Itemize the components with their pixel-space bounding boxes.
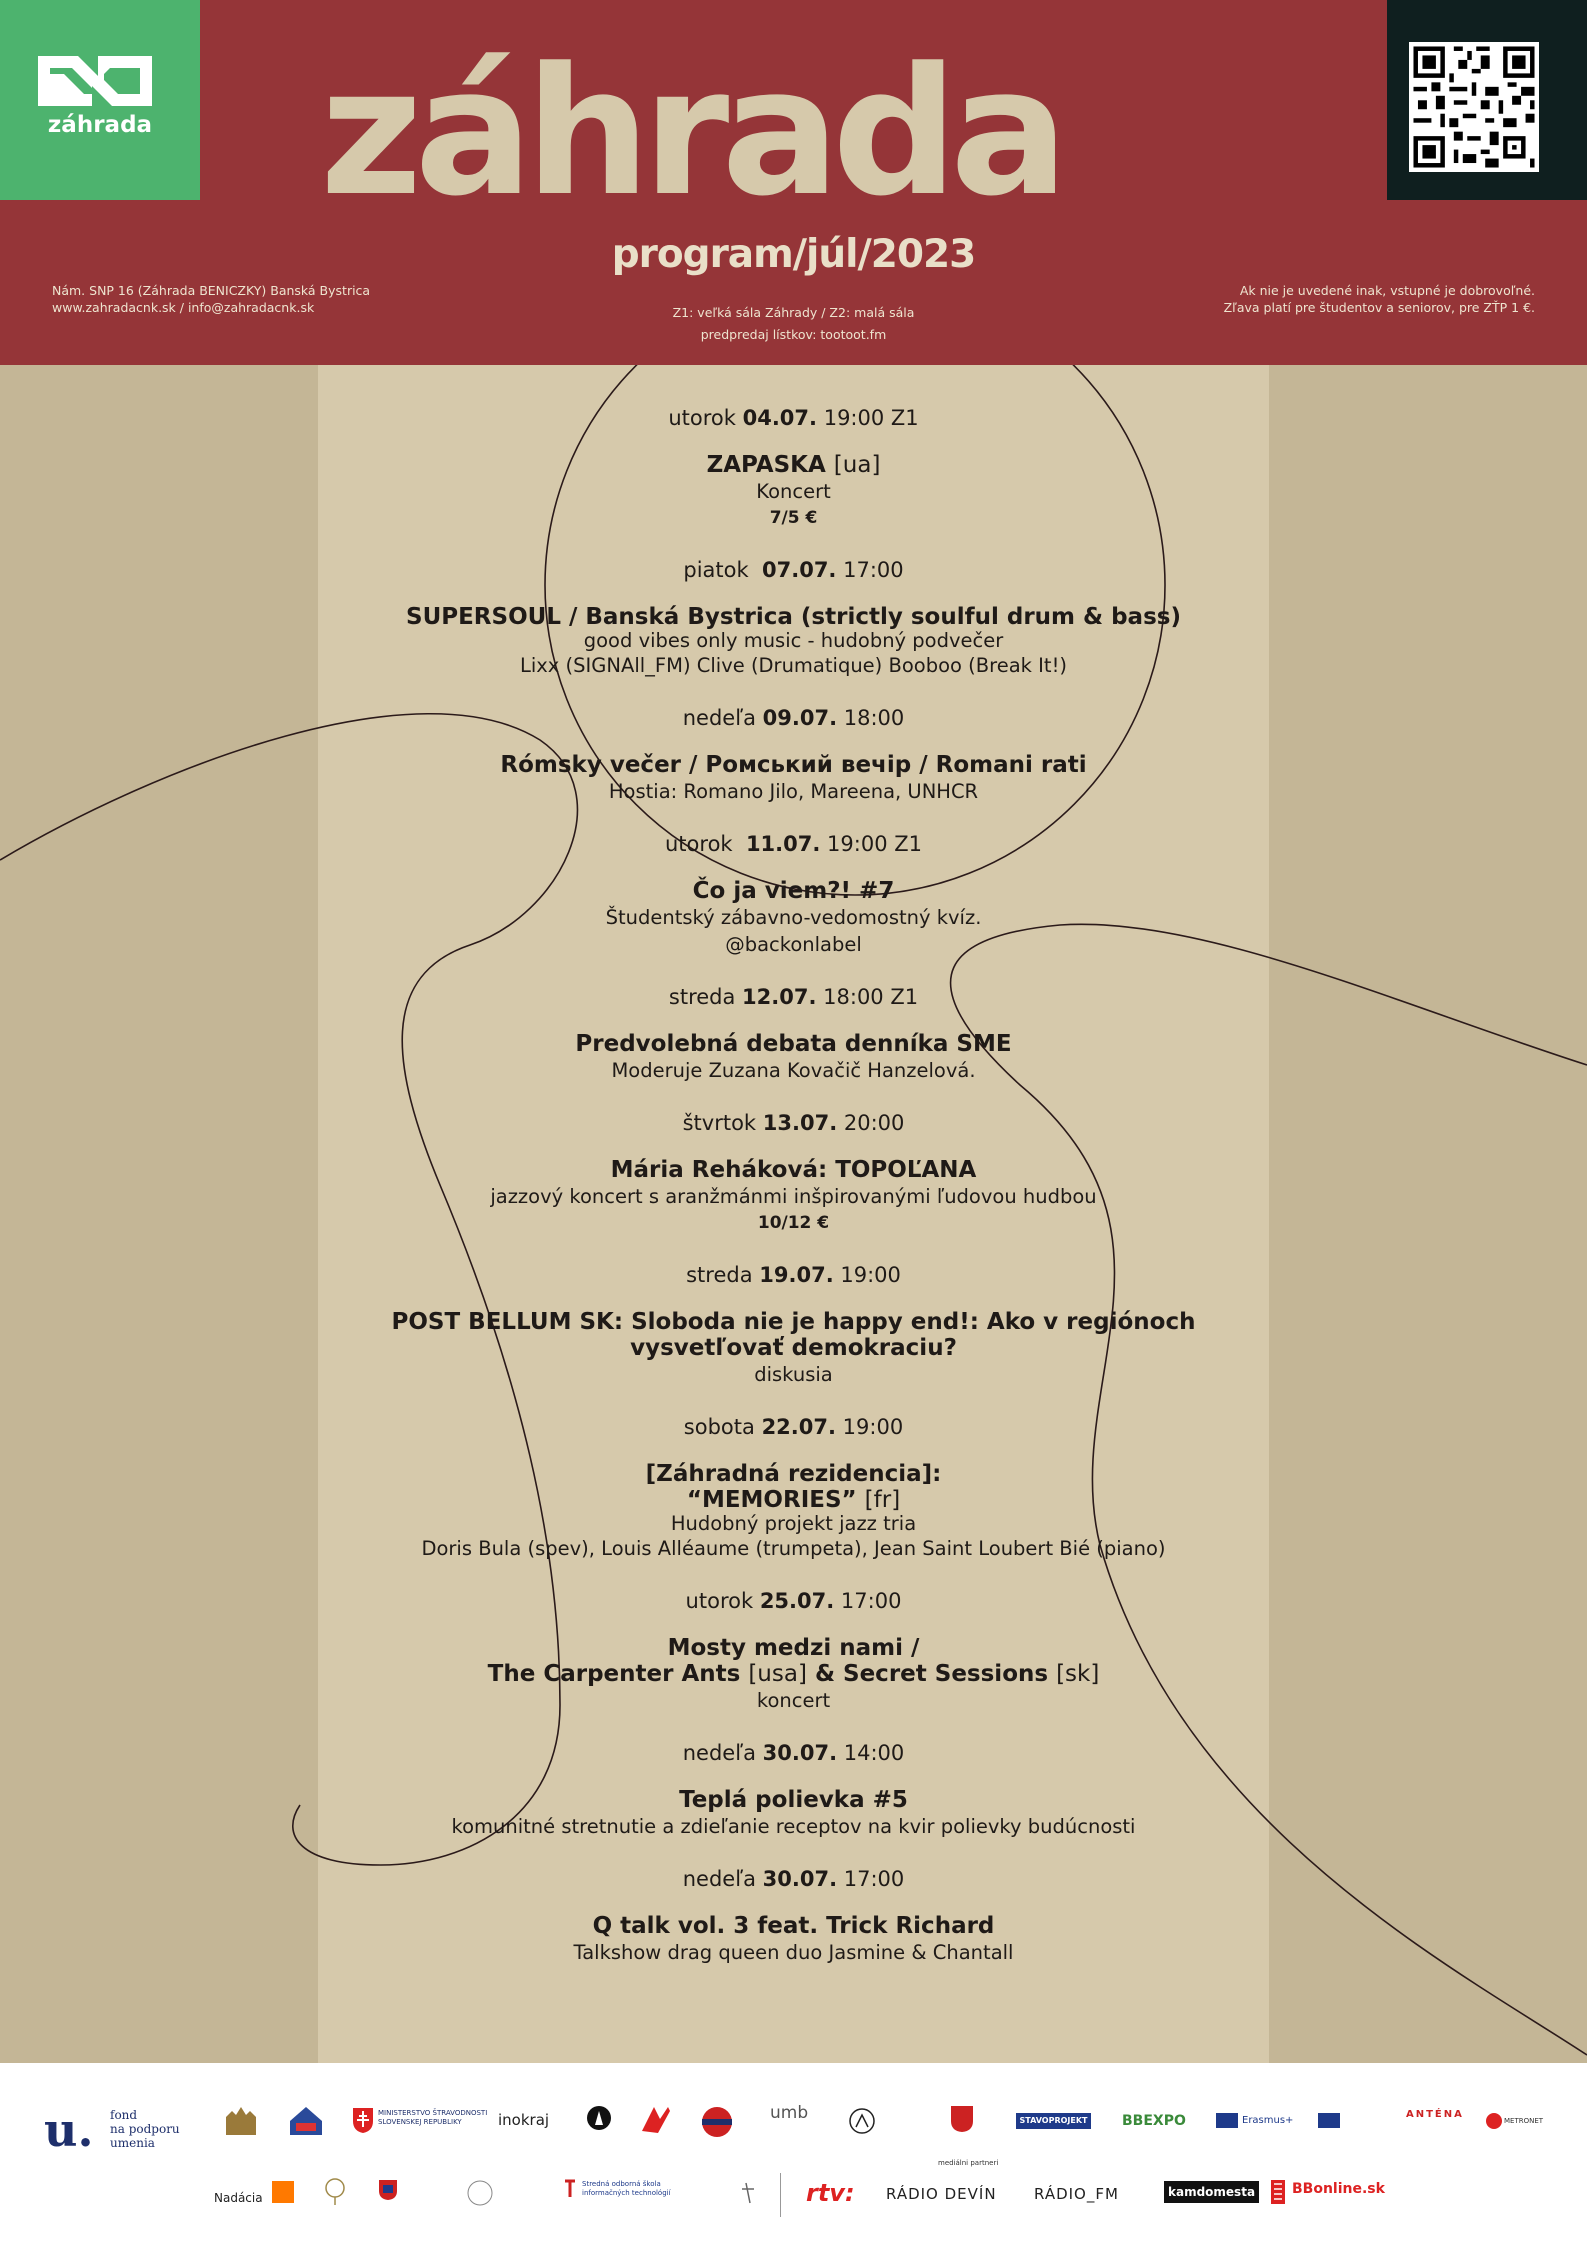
media-logo-kamdomesta[interactable]: kamdomesta <box>1164 2181 1259 2203</box>
sponsor-logo-bb[interactable] <box>222 2105 260 2137</box>
event-item[interactable] <box>318 405 1269 531</box>
region-shield-icon <box>378 2179 398 2201</box>
event-title: Čo ja viem?! #7 <box>692 878 895 904</box>
note-line: Ak nie je uvedené inak, vstupné je dobrovoľné. <box>1239 283 1535 298</box>
event-description: komunitné stretnutie a zdieľanie receptov na kvir polievky budúcnosti <box>451 1815 1136 1838</box>
sponsor-logo-small[interactable] <box>706 2181 756 2205</box>
event-date: utorok 25.07. 17:00 <box>685 1589 902 1613</box>
sponsor-logo-school[interactable] <box>466 2179 532 2207</box>
city-crest-icon <box>222 2105 260 2137</box>
event-description: Talkshow drag queen duo Jasmine & Chantall <box>573 1941 1014 1964</box>
sponsor-logo-nadacia[interactable]: Nadácia <box>214 2191 263 2205</box>
event-description: diskusia <box>754 1363 833 1386</box>
sponsor-logo-antena[interactable]: ANTÉNA <box>1406 2109 1464 2120</box>
event-title: Rómsky večer / Ромський вечір / Romani rati <box>500 752 1087 778</box>
media-logo-devin[interactable]: RÁDIO DEVÍN <box>886 2185 997 2203</box>
event-date: sobota 22.07. 19:00 <box>683 1415 904 1439</box>
sponsor-logo-sosit[interactable]: Stredná odborná škola informačných technológií <box>562 2179 682 2209</box>
event-title: [Záhradná rezidencia]: <box>645 1461 942 1487</box>
artforum-icon <box>640 2105 672 2135</box>
sponsor-logo-umb[interactable]: umb <box>770 2103 809 2123</box>
academy-icon <box>848 2107 876 2135</box>
sponsor-logo-radio[interactable] <box>584 2105 614 2135</box>
event-description: good vibes only music - hudobný podvečer <box>583 629 1004 652</box>
event-item[interactable] <box>318 1866 1269 1966</box>
event-item[interactable] <box>318 1110 1269 1236</box>
event-description: Doris Bula (spev), Louis Alléaume (trumpeta), Jean Saint Loubert Bié (piano) <box>421 1537 1166 1560</box>
event-description: koncert <box>756 1689 831 1712</box>
address-line: Nám. SNP 16 (Záhrada BENICZKY) Banská Bystrica <box>52 283 371 298</box>
bbonline-icon <box>1270 2179 1286 2205</box>
event-date: utorok 04.07. 19:00 Z1 <box>668 406 919 430</box>
emblem-icon <box>706 2181 756 2205</box>
sponsor-logo-ministry[interactable]: MINISTERSTVO ŠTRAVODNOSTI SLOVENSKEJ REPUBLIKY <box>352 2107 492 2137</box>
event-description: Koncert <box>756 480 831 503</box>
event-item[interactable] <box>318 1414 1269 1562</box>
event-description: jazzový koncert s aranžmánmi inšpirovanými ľudovou hudbou <box>490 1185 1097 1208</box>
sosit-icon <box>562 2179 578 2199</box>
event-title: Mosty medzi nami / <box>667 1635 920 1661</box>
sponsor-logo-academy[interactable] <box>848 2107 918 2137</box>
event-price: 7/5 € <box>769 508 818 528</box>
event-title: ZAPASKA [ua] <box>706 452 881 478</box>
event-date: nedeľa 30.07. 17:00 <box>682 1867 905 1891</box>
halls-line: Z1: veľká sála Záhrady / Z2: malá sála <box>672 305 915 320</box>
event-date: utorok 11.07. 19:00 Z1 <box>665 832 922 856</box>
media-logo-bbonline[interactable]: BBonline.sk <box>1270 2179 1430 2207</box>
event-item[interactable] <box>318 1588 1269 1714</box>
sponsor-logo-bbexpo[interactable]: BBEXPO <box>1122 2113 1186 2129</box>
media-logo-rtv[interactable]: rtv: <box>806 2179 855 2207</box>
event-date: nedeľa 09.07. 18:00 <box>682 706 905 730</box>
event-item[interactable] <box>318 831 1269 958</box>
event-description: @backonlabel <box>725 933 862 956</box>
logo[interactable] <box>0 0 200 200</box>
program-subtitle: program/júl/2023 <box>611 232 976 277</box>
fpu-logo-icon[interactable]: u. <box>44 2103 94 2157</box>
header <box>0 0 1587 365</box>
house-icon <box>288 2105 324 2137</box>
event-date: štvrtok 13.07. 20:00 <box>682 1111 905 1135</box>
radio-icon <box>584 2105 614 2135</box>
event-description: Študentský zábavno-vedomostný kvíz. <box>605 906 982 929</box>
sponsor-logo-metronet[interactable] <box>1486 2113 1502 2129</box>
event-item[interactable] <box>318 984 1269 1084</box>
event-title: vysvetľovať demokraciu? <box>630 1335 957 1361</box>
event-title: Predvolebná debata denníka SME <box>575 1031 1012 1057</box>
sponsor-logo-inokraj[interactable]: inokraj <box>498 2111 550 2129</box>
sponsor-footer <box>0 2063 1587 2245</box>
event-title: SUPERSOUL / Banská Bystrica (strictly soulful drum & bass) <box>406 604 1181 630</box>
event-title: The Carpenter Ants [usa] & Secret Sessions [sk] <box>487 1661 1100 1687</box>
sponsor-logo-metronet-text: METRONET <box>1504 2117 1544 2125</box>
city-shield-icon <box>950 2105 974 2133</box>
sponsor-logo-erasmus[interactable] <box>1216 2113 1238 2128</box>
sponsor-logo-circle[interactable] <box>700 2105 734 2139</box>
presale-line[interactable]: predpredaj lístkov: tootoot.fm <box>700 327 887 342</box>
logo-text: záhrada <box>47 112 153 138</box>
event-title: Q talk vol. 3 feat. Trick Richard <box>592 1913 995 1939</box>
sponsor-logo-erasmus-text: Erasmus+ <box>1242 2115 1294 2126</box>
event-title: “MEMORIES” [fr] <box>686 1487 901 1513</box>
badge-icon <box>700 2105 734 2139</box>
event-description: Hostia: Romano Jilo, Mareena, UNHCR <box>608 780 979 803</box>
event-description: Hudobný projekt jazz tria <box>670 1512 917 1535</box>
sponsor-logo-house[interactable] <box>288 2105 324 2137</box>
sponsor-logo-orange[interactable] <box>272 2181 294 2203</box>
sponsor-logo-esc[interactable] <box>1318 2113 1340 2128</box>
event-list <box>318 405 1269 1966</box>
event-item[interactable] <box>318 557 1269 679</box>
zahrada-logo-icon <box>38 56 152 106</box>
event-title: POST BELLUM SK: Sloboda nie je happy end!: Ako v regiónoch <box>391 1309 1196 1335</box>
coat-of-arms-icon <box>352 2107 374 2133</box>
school-crest-icon <box>466 2179 494 2207</box>
note-line: Zľava platí pre študentov a seniorov, pre ZŤP 1 €. <box>1223 300 1535 315</box>
event-date: piatok 07.07. 17:00 <box>683 558 904 582</box>
event-description: Moderuje Zuzana Kovačič Hanzelová. <box>611 1059 976 1082</box>
event-date: nedeľa 30.07. 14:00 <box>682 1741 905 1765</box>
sponsor-logo-bbsk[interactable] <box>378 2179 438 2209</box>
sponsor-logo-stavoprojekt[interactable]: STAVOPROJEKT <box>1016 2113 1091 2129</box>
event-price: 10/12 € <box>757 1213 830 1233</box>
event-item[interactable] <box>318 1740 1269 1840</box>
qr-code[interactable] <box>1387 0 1587 200</box>
event-date: streda 19.07. 19:00 <box>686 1263 901 1287</box>
event-date: streda 12.07. 18:00 Z1 <box>668 985 919 1009</box>
sponsor-logo-artforum[interactable] <box>640 2105 672 2135</box>
event-description: Lixx (SIGNAll_FM) Clive (Drumatique) Booboo (Break It!) <box>519 654 1067 677</box>
admission-note <box>1224 282 1535 316</box>
page-title: záhrada <box>320 30 1061 235</box>
media-partners-label: mediálni partneri <box>938 2159 999 2167</box>
event-title: Teplá polievka #5 <box>679 1787 908 1813</box>
sponsor-logo-mesto[interactable] <box>950 2105 980 2135</box>
event-item[interactable] <box>318 705 1269 805</box>
media-logo-radiofm[interactable]: RÁDIO_FM <box>1034 2185 1119 2203</box>
event-title: Mária Reháková: TOPOĽANA <box>610 1157 977 1183</box>
tree-icon <box>322 2177 348 2207</box>
contact-line[interactable]: www.zahradacnk.sk / info@zahradacnk.sk <box>52 300 315 315</box>
footer-divider <box>780 2173 781 2217</box>
fpu-logo-text: fond na podporu umenia <box>110 2108 180 2150</box>
sponsor-logo-spolok[interactable] <box>322 2177 348 2207</box>
event-item[interactable] <box>318 1262 1269 1388</box>
qr-code-icon <box>1409 42 1539 172</box>
